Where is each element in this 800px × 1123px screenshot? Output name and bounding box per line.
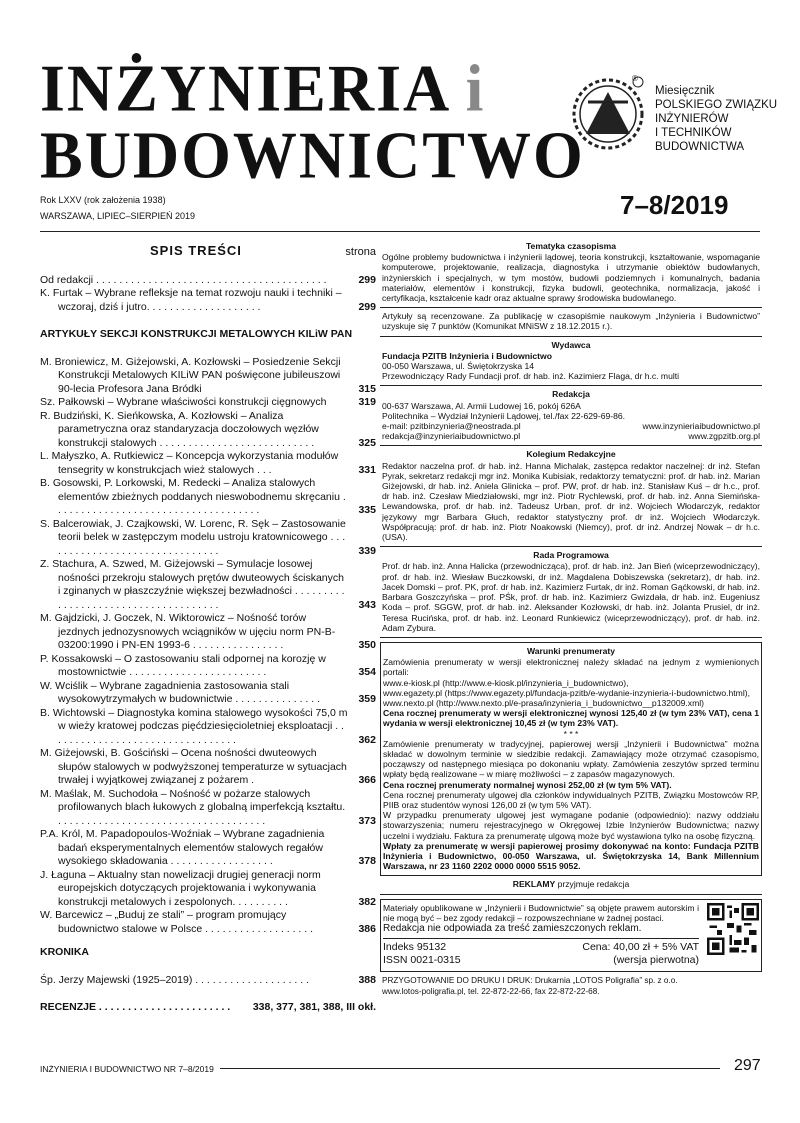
toc-entry[interactable] [40,612,376,653]
program-council-box [380,547,762,638]
subscription-line: Zamówienia prenumeraty w wersji elektronicznej należy składać na jednym z wymienionych portali: [383,657,759,678]
toc-section-heading: ARTYKUŁY SEKCJI KONSTRUKCJI METALOWYCH KILiW PAN [40,328,353,340]
review-note [380,308,762,336]
toc-entry-text: J. Łaguna – Aktualny stan nowelizacji drugiej generacji norm europejskich dotyczących projektowania i wykonywania konstrukcji metalowych i zespolonych. . . . . . . . . . [40,868,321,908]
toc-entry-page: 388 [358,973,376,986]
publisher-title: Wydawca [551,339,591,350]
toc-entry-page: 354 [358,666,376,678]
publisher-line: POLSKIEGO ZWIĄZKU [655,99,778,111]
index-number: Indeks 95132 [383,940,447,953]
table-of-contents [40,238,376,1015]
toc-entry[interactable] [40,869,376,910]
issue-number: 7–8/2019 [620,190,729,220]
copyright-text: Materiały opublikowane w „Inżynierii i Budownictwie” są objęte prawem autorskim i nie mogą być – bez zgody redakcji – rozpowszechniane w żadnej postaci. [383,902,699,923]
toc-entry-page: 325 [358,436,376,449]
subscription-line: www.egazety.pl (https://www.egazety.pl/fundacja-pzitb/e-wydanie-inzynieria-i-budownictwo.html), [383,687,750,698]
issn: ISSN 0021-0315 [383,953,461,966]
editorial-column [380,238,762,1000]
toc-entry-page: 299 [358,273,376,286]
toc-entry-text: Śp. Jerzy Majewski (1925–2019) . . . . . . . . . . . . . . . . . . . . [40,973,310,986]
toc-entry-text: Z. Stachura, A. Szwed, M. Giżejowski – Symulacje losowej nośności przekroju stalowych prętów dwuteowych ściskanych i zginanych w płaszczyźnie większej bezwładności . . . . . . . . . . . . . . . . . . . . . . . . . . . . . . . . . . . . . [40,558,345,611]
toc-entry[interactable] [40,788,376,829]
toc-entry[interactable] [40,477,376,518]
ads-text: przyjmuje redakcja [555,879,630,890]
toc-entry[interactable] [40,680,376,707]
toc-entry-text: B. Wichtowski – Diagnostyka komina stalowego wysokości 75,0 m w wieży kratowej podczas pięćdziesięcioletniej eksploatacji . . . . . . . . . . . . . . . . . . . . . . . . . . . . . . . . . [40,706,348,746]
toc-entry-text: W. Barcewicz – „Buduj ze stali” – program promujący budownictwo stalowe w Polsce . . . . . . . . . . . . . . . . . . . [40,909,314,935]
board-title: Kolegium Redakcyjne [526,449,616,460]
toc-entry[interactable] [40,410,376,451]
ads-label: REKLAMY [512,879,556,890]
toc-entry[interactable] [40,974,376,988]
subscription-line: Cena rocznej prenumeraty ulgowej dla członków indywidualnych PZITB, Związku Mostowców RP, PIIB oraz studentów wynosi 126,00 zł (w tym 5% VAT). [383,789,759,810]
subscription-title: Warunki prenumeraty [526,645,616,656]
council-text: Prof. dr hab. inż. Anna Halicka (przewodnicząca), prof. dr hab. inż. Jan Bień (wiceprzewodniczący), prof. dr hab. inż. Wiesław Buczkowski, dr inż. Magdalena Dobiszewska (sekretarz), dr hab. inż. Jacek Domski – prof. PK, prof. dr hab. inż. Kazimierz Furtak, dr inż. Roman Gąćkowski, dr hab. inż. Barbara Goszczyńska – prof. PŚk, prof. dr hab. inż. Kazimierz Gwizdała, dr hab. inż. Eugeniusz Koda – prof. SGGW, prof. dr hab. inż. Aleksander Kozłowski, dr hab. inż. Jolanta Prusiel, dr inż. Teresa Rucińska, prof. dr hab. inż. Leonard Runkiewicz (wiceprzewodniczący), prof. dr hab. inż. Adam Zybura. [382,561,760,633]
toc-entry[interactable] [40,558,376,612]
subscription-line: www.nexto.pl (http://www.nexto.pl/e-prasa/inzynieria_i_budownictwo__p132009.xml) [383,697,705,708]
toc-entry-text: B. Gosowski, P. Lorkowski, M. Redecki – Analiza stalowych elementów zbieżnych poddanych nieswobodnemu skręcaniu . . . . . . . . . . . . . . . . . . . . . . . . . . . . . . . . . . . . [40,477,346,516]
toc-entry-page: 350 [358,639,376,651]
registered-mark: ® [632,74,638,83]
journal-title [40,50,585,193]
year-text: Rok LXXV (rok założenia 1938) [40,195,166,205]
ads-box [380,876,762,894]
toc-entry-page: 299 [358,300,376,313]
toc-entry-page: 338, 377, 381, 388, III okł. [252,1001,376,1013]
toc-entry[interactable] [40,707,376,748]
title-line1: INŻYNIERIA [40,50,448,126]
toc-entry[interactable] [40,909,376,936]
subscription-line: Wpłaty za prenumeratę w wersji papierowej prosimy dokonywać na konto: Fundacja PZITB Inżynieria i Budownictwo, 00-050 Warszawa, ul. Świętokrzyska 14, Bank Millennium Warszawa, nr 23 1160 2202 0000 0000 5515 9052. [383,840,759,872]
pzitb-logo [568,72,648,162]
toc-entry-page: 359 [358,693,376,705]
footer-journal: INŻYNIERIA I BUDOWNICTWO NR 7–8/2019 [40,1064,220,1074]
subscription-line: www.e-kiosk.pl (http://www.e-kiosk.pl/inzynieria_i_budownictwo), [383,677,629,688]
toc-entry-text: S. Balcerowiak, J. Czajkowski, W. Lorenc, R. Sęk – Zastosowanie teorii belek w zastępczym modelu ustroju kratownicowego . . . . . . . . . . . . . . . . . . . . . . . . . . . . . . . [40,517,346,557]
printer-contact: www.lotos-poligrafia.pl, tel. 22-872-22-66, fax 22-872-22-68. [382,986,600,996]
topics-box [380,238,762,308]
version-note: (wersja pierwotna) [613,953,699,966]
review-text: Artykuły są recenzowane. Za publikację w czasopiśmie naukowym „Inżynieria i Budownictwo” uzyskuje się 7 punktów (Komunikat MNiSW z 18.12.2015 r.). [382,311,760,332]
board-text: Redaktor naczelna prof. dr hab. inż. Hanna Michalak, zastępca redaktor naczelnej: dr inż. Stefan Pyrak, sekretarz redakcji mgr inż. Monika Kubisiak, redaktorzy tematyczni: prof. dr hab. inż. Marian Giżejowski, dr hab. inż. Aniela Glinicka – prof. PW, prof. dr hab. inż. Stanisław Kuś – dr h.c., prof. dr hab. inż. Czesław Miedziałowski, mgr inż. Piotr Rychlewski, prof. dr hab. inż. Anna Siemińska-Lewandowska, prof. dr hab. inż. Tadeusz Urban, prof. dr inż. Wojciech Włodarczyk, redaktor językowy mgr Barbara Głuch, redaktor statystyczny prof. dr inż. Wojciech Włodarczyk. Współpracują: prof. dr hab. inż. Piotr Noakowski (Niemcy), prof. dr inż. Andrzej Nowak – dr h.c. (USA). [382,460,760,543]
editorial-board-box [380,446,762,547]
toc-entry-page: 373 [358,814,376,827]
publisher-line: Miesięcznik [655,85,715,97]
office-website[interactable]: www.zgpzitb.org.pl [688,431,760,442]
publisher-line: INŻYNIERÓW [655,113,729,125]
council-title: Rada Programowa [533,550,609,561]
office-email[interactable]: redakcja@inzynieriaibudownictwo.pl [382,431,521,442]
toc-entry[interactable] [40,396,376,410]
header-rule [40,231,760,232]
toc-entry-page: 386 [358,922,376,935]
place-date-text: WARSZAWA, LIPIEC–SIERPIEŃ 2019 [40,211,196,221]
toc-entry-text: L. Małyszko, A. Rutkiewicz – Koncepcja wykorzystania modułów tensegrity w konstrukcjach wież stalowych . . . [40,450,339,476]
toc-entry[interactable] [40,356,376,397]
toc-entry-text: M. Giżejowski, B. Gościński – Ocena nośności dwuteowych słupów stalowych w podwyższonej temperaturze w sytuacjach trwałej i wyjątkowej związanej z pożarem . [40,747,347,786]
toc-entry-text: K. Furtak – Wybrane refleksje na temat rozwoju nauki i techniki – wczoraj, dziś i jutro. . . . . . . . . . . . . . . . . . . . [40,287,342,313]
toc-entry-text: M. Gajdzicki, J. Goczek, N. Wiktorowicz – Nośność torów jezdnych jednozysnowych wciągników w ujęciu norm PN-B-03200:1990 i PN-EN 1993-6 . . . . . . . . . . . . . . . . [40,612,336,651]
toc-entry[interactable] [40,828,376,869]
toc-entry-page: 331 [358,463,376,476]
publisher-line: I TECHNIKÓW [655,127,732,139]
toc-kronika-heading: KRONIKA [40,946,89,958]
toc-entry-text: R. Budziński, K. Sieńkowska, A. Kozłowski – Analiza parametryczna oraz standaryzacja doczołowych węzłów konstrukcji stalowych . . . . . . . . . . . . . . . . . . . . . . . . . . . [40,409,319,449]
office-email[interactable]: e-mail: pzitbinzynieria@neostrada.pl [382,421,521,432]
toc-entry-text: RECENZJE . . . . . . . . . . . . . . . . . . . . . . . [40,1001,231,1013]
printer-text: PRZYGOTOWANIE DO DRUKU I DRUK: Drukarnia „LOTOS Poligrafia” sp. z o.o. [382,975,678,985]
toc-entry-page: 315 [358,382,376,395]
subscription-line: * * * [563,728,579,739]
toc-entry[interactable] [40,450,376,477]
office-phone: Politechnika – Wydział Inżynierii Lądowej, tel./fax 22-629-69-86. [382,410,626,421]
toc-entry-text: M. Maślak, M. Suchodoła – Nośność w pożarze stalowych profilowanych blach łukowych z globalną imperfekcją kształtu. . . . . . . . . . . . . . . . . . . . . . . . . . . . . . . . . . . . . [40,787,346,827]
toc-entry-text: Sz. Pałkowski – Wybrane właściwości konstrukcji cięgnowych [40,396,327,408]
toc-entry-text: M. Broniewicz, M. Giżejowski, A. Kozłowski – Posiedzenie Sekcji Konstrukcji Metalowych KILiW PAN poświęcone jubileuszowi 90-lecia Profesora Jana Bródki [40,355,341,395]
qr-code-icon[interactable] [707,903,759,967]
toc-entry[interactable] [40,653,376,680]
toc-entry[interactable] [40,747,376,788]
office-address: 00-637 Warszawa, Al. Armii Ludowej 16, pokój 626A [382,400,581,411]
toc-title: SPIS TREŚCI [150,243,242,258]
title-connector: i [465,50,486,126]
price: Cena: 40,00 zł + 5% VAT [582,940,699,953]
publisher-line: BUDOWNICTWA [655,141,745,153]
subscription-box [380,642,762,876]
subscription-line: Cena rocznej prenumeraty normalnej wynosi 252,00 zł (w tym 5% VAT). [383,779,672,790]
issue-meta [40,192,195,224]
toc-entry-page: 339 [358,544,376,557]
publisher-box [380,337,762,387]
editorial-office-box [380,386,762,446]
toc-entry-page: 343 [358,598,376,611]
title-line2: BUDOWNICTWO [40,117,585,193]
toc-header [150,244,376,260]
toc-entry[interactable] [40,274,376,288]
topics-title: Tematyka czasopisma [525,241,617,251]
toc-entry-page: 382 [358,895,376,908]
toc-entry-page: 319 [358,396,376,408]
topics-text: Ogólne problemy budownictwa i inżynierii lądowej, teoria konstrukcji, kształtowanie, wspomaganie komputerowe, projektowanie, realizacja, diagnostyka i utrzymanie obiektów budowlanych, inżynierskich i specjalnych, w tym mostów, budowli podziemnych i komunalnych, badania materiałów, elementów i konstrukcji, fizyka budowli, geotechnika, normalizacja, jakość i certyfikacja, kształcenie kadr oraz aktualne sprawy środowiska budowlanego. [382,252,760,304]
publisher-address: 00-050 Warszawa, ul. Świętokrzyska 14 [382,361,535,372]
subscription-line: Cena rocznej prenumeraty w wersji elektronicznej wynosi 125,40 zł (w tym 23% VAT), cena 1 wydania w wersji elektronicznej 10,45 zł (w tym 23% VAT). [383,708,759,729]
toc-entry-text: W. Wciślik – Wybrane zagadnienia zastosowania stali wysokowytrzymałych w budownictwie . . . . . . . . . . . . . . . [40,679,320,705]
page-number: 297 [728,1057,761,1075]
toc-entry-page: 362 [358,733,376,746]
printer-box [380,972,762,1000]
office-website[interactable]: www.inzynieriaibudownictwo.pl [642,421,760,432]
publisher-name: Fundacja PZITB Inżynieria i Budownictwo [382,350,552,361]
toc-entry[interactable] [40,287,376,314]
office-title: Redakcja [552,389,590,400]
toc-entry-text: P. Kossakowski – O zastosowaniu stali odpornej na korozję w mostownictwie . . . . . . . . . . . . . . . . . . . . . . . . [40,652,326,678]
publisher-chair: Przewodniczący Rady Fundacji prof. dr hab. inż. Kazimierz Flaga, dr h.c. multi [382,371,680,382]
toc-entry-page: 335 [358,504,376,516]
toc-entry[interactable] [40,518,376,559]
publisher-info [655,84,777,154]
ads-disclaimer: Redakcja nie odpowiada za treść zamieszczonych reklam. [383,922,642,934]
toc-entry-page: 378 [358,855,376,867]
copyright-box [380,899,762,972]
subscription-line: W przypadku prenumeraty ulgowej jest wymagane podanie (odpowiednio): nazwy oddziału stowarzyszenia; numeru rejestracyjnego w Okręgowej Izbie Inżynierów Budownictwa; nazwy uczelni i wydziału. Faktura za prenumeratę ulgową może być wystawiona tylko na osobę fizyczną. [383,810,759,841]
toc-entry-text: P.A. Król, M. Papadopoulos-Woźniak – Wybrane zagadnienia badań eksperymentalnych elementów stalowych regałów wysokiego składowania . . . . . . . . . . . . . . . . . . [40,828,325,867]
toc-entry[interactable] [40,1001,376,1015]
subscription-line: Zamówienie prenumeraty w tradycyjnej, papierowej wersji „Inżynierii i Budownictwa” można składać w dowolnym terminie w siedzibie redakcji. Zamawiający może otrzymać czasopismo, począwszy od następnego miesiąca po dokonaniu wpłaty. Zamówienia zeszytów sprzed terminu wpłaty będą realizowane – w miarę możliwości – z zapasów magazynowych. [383,738,759,780]
toc-entry-text: Od redakcji . . . . . . . . . . . . . . . . . . . . . . . . . . . . . . . . . . . . . . . . [40,273,327,286]
toc-page-label: strona [345,246,376,258]
toc-entry-page: 366 [358,774,376,786]
